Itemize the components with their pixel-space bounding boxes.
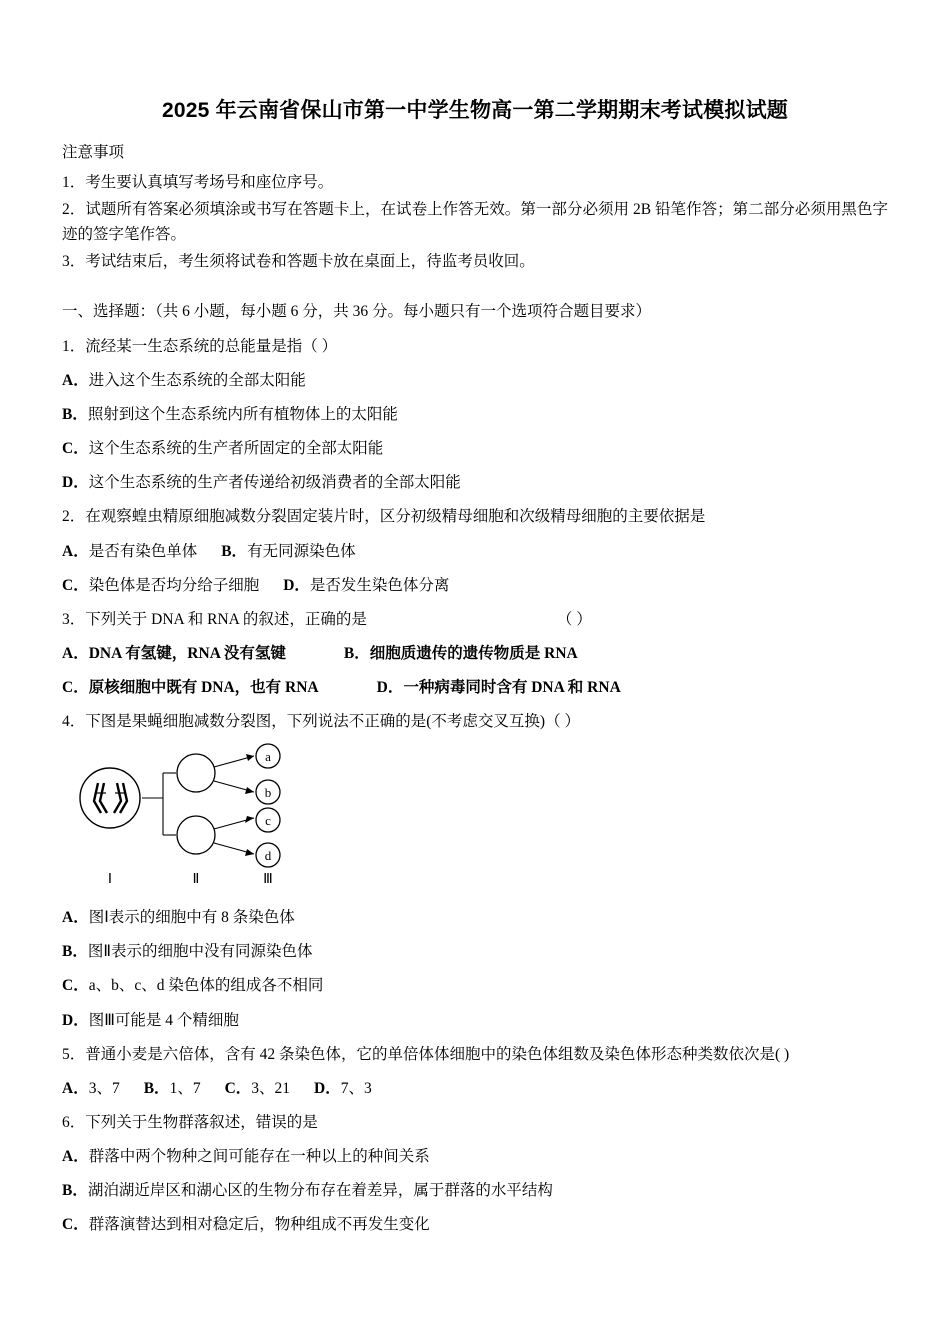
meiosis-diagram-svg (68, 743, 348, 888)
option-label: A． (62, 1147, 89, 1165)
option-text: 3、7 (88, 1079, 120, 1097)
question-3-text: 下列关于 DNA 和 RNA 的叙述，正确的是 (85, 610, 367, 628)
question-3-stem (62, 607, 888, 632)
notice-line-2: 2．试题所有答案必须填涂或书写在答题卡上，在试卷上作答无效。第一部分必须用 2B 铅笔作答；第二部分必须用黑色字迹的签字笔作答。 (62, 200, 888, 243)
option-text: 这个生态系统的生产者所固定的全部太阳能 (88, 440, 384, 458)
question-1-text: 流经某一生态系统的总能量是指（ ） (85, 337, 338, 355)
question-1-number: 1． (62, 337, 86, 355)
option-label: C． (224, 1079, 252, 1097)
question-3-options-row-2 (62, 675, 888, 700)
question-2-text: 在观察蝗虫精原细胞减数分裂固定装片时，区分初级精母细胞和次级精母细胞的主要依据是 (85, 508, 706, 526)
cell-b-label: b (264, 785, 272, 801)
connector-lines (142, 773, 176, 835)
option-text: 图Ⅰ表示的细胞中有 8 条染色体 (88, 909, 295, 927)
option-text: 是否有染色单体 (88, 542, 198, 560)
option-label: C． (62, 440, 89, 458)
option-text: 一种病毒同时含有 DNA 和 RNA (403, 678, 621, 696)
option-label: B． (62, 406, 88, 424)
option-text: 是否发生染色体分离 (309, 576, 450, 594)
option-label: D． (314, 1079, 341, 1097)
question-4-option-a (62, 905, 888, 930)
daughter-cell-2 (177, 816, 215, 854)
option-text: 1、7 (169, 1079, 201, 1097)
option-label: D． (376, 678, 404, 696)
question-1-stem (62, 334, 888, 359)
daughter-cell-1 (177, 754, 215, 792)
option-label: A． (62, 542, 89, 560)
question-4-number: 4． (62, 713, 86, 731)
option-text: 7、3 (340, 1079, 372, 1097)
question-2-options-row-2 (62, 573, 888, 598)
question-3-answer-bracket: （ ） (556, 610, 592, 628)
option-text: a、b、c、d 染色体的组成各不相同 (88, 977, 324, 995)
question-4-stem (62, 709, 888, 734)
chromosome-strands (94, 783, 127, 813)
question-6-stem (62, 1110, 888, 1135)
option-label: A． (62, 909, 89, 927)
question-4-option-d (62, 1008, 888, 1033)
option-label: C． (62, 678, 89, 696)
option-label: D． (62, 1011, 89, 1029)
cell-d-label: d (264, 848, 272, 864)
question-6-option-a (62, 1144, 888, 1169)
section-heading: 一、选择题：（共 6 小题，每小题 6 分，共 36 分。每小题只有一个选项符合题目要求） (62, 303, 652, 321)
option-text: 图Ⅱ表示的细胞中没有同源染色体 (87, 943, 313, 961)
option-text: 照射到这个生态系统内所有植物体上的太阳能 (87, 406, 398, 424)
question-6-text: 下列关于生物群落叙述，错误的是 (85, 1113, 318, 1131)
option-text: 湖泊湖近岸区和湖心区的生物分布存在着差异，属于群落的水平结构 (87, 1182, 553, 1200)
option-text: 图Ⅲ可能是 4 个精细胞 (88, 1011, 239, 1029)
option-text: 群落演替达到相对稳定后，物种组成不再发生变化 (88, 1216, 430, 1234)
question-1-option-c (62, 436, 888, 461)
option-text: 细胞质遗传的遗传物质是 RNA (369, 644, 578, 662)
option-label: A． (62, 1079, 89, 1097)
option-label: A． (62, 371, 89, 389)
option-label: A． (62, 644, 89, 662)
question-5-text: 普通小麦是六倍体，含有 42 条染色体，它的单倍体体细胞中的染色体组数及染色体形态种类数依次是( ) (85, 1045, 790, 1063)
option-text: 群落中两个物种之间可能存在一种以上的种间关系 (88, 1147, 430, 1165)
question-6-option-b (62, 1178, 888, 1203)
option-label: B． (143, 1079, 170, 1097)
option-label: D． (283, 576, 310, 594)
question-3-options-row-1 (62, 641, 888, 666)
meiosis-diagram (62, 743, 888, 893)
question-5-number: 5． (62, 1045, 86, 1063)
option-text: 进入这个生态系统的全部太阳能 (88, 371, 306, 389)
notice-line-1: 1．考生要认真填写考场号和座位序号。 (62, 173, 334, 191)
option-text: 原核细胞中既有 DNA，也有 RNA (88, 678, 319, 696)
question-4-text: 下图是果蝇细胞减数分裂图，下列说法不正确的是(不考虑交叉互换)（ ） (85, 713, 580, 731)
question-1-option-b (62, 402, 888, 427)
question-3-number: 3． (62, 610, 86, 628)
page-title: 2025 年云南省保山市第一中学生物高一第二学期期末考试模拟试题 (162, 99, 788, 122)
option-text: 有无同源染色体 (247, 542, 356, 560)
cell-c-label: c (265, 813, 271, 829)
notice-heading: 注意事项 (62, 144, 125, 162)
option-label: D． (62, 474, 89, 492)
arrow-heads (245, 754, 254, 856)
question-2-options-row-1 (62, 539, 888, 564)
notice-line-3: 3．考试结束后，考生须将试卷和答题卡放在桌面上，待监考员收回。 (62, 252, 535, 270)
option-text: 3、21 (251, 1079, 291, 1097)
option-label: B． (62, 1182, 88, 1200)
option-label: C． (62, 977, 89, 995)
option-label: C． (62, 1216, 89, 1234)
option-text: 这个生态系统的生产者传递给初级消费者的全部太阳能 (88, 474, 461, 492)
option-text: 染色体是否均分给子细胞 (88, 576, 260, 594)
question-4-option-b (62, 939, 888, 964)
question-1-option-a (62, 368, 888, 393)
question-5-stem (62, 1042, 888, 1067)
option-label: B． (343, 644, 370, 662)
option-text: DNA 有氢键，RNA 没有氢键 (88, 644, 286, 662)
question-4-option-c (62, 973, 888, 998)
question-1-option-d (62, 470, 888, 495)
option-label: B． (62, 943, 88, 961)
question-6-option-c (62, 1212, 888, 1237)
option-label: B． (221, 542, 248, 560)
parent-cell-circle (80, 768, 140, 828)
question-2-stem (62, 504, 888, 529)
cell-a-label: a (265, 749, 271, 765)
question-2-number: 2． (62, 508, 86, 526)
stage-label-3: Ⅲ (263, 872, 273, 888)
question-5-options-row (62, 1076, 888, 1101)
stage-label-2: Ⅱ (192, 872, 200, 888)
option-label: C． (62, 576, 89, 594)
arrow-lines (214, 756, 254, 854)
question-6-number: 6． (62, 1113, 86, 1131)
stage-label-1: Ⅰ (107, 872, 113, 888)
